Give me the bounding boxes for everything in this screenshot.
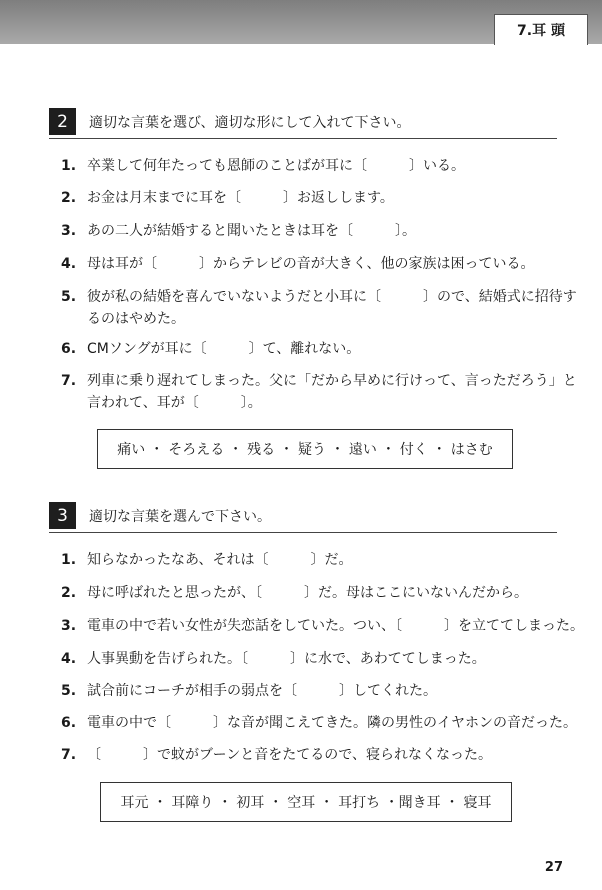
chapter-tab: [494, 14, 588, 45]
question-item: [61, 648, 559, 670]
question-item: [61, 187, 559, 209]
question-item: [61, 155, 559, 177]
question-text: お金は月末までに耳を〔 〕お返しします。: [87, 190, 394, 206]
question-item: [61, 370, 577, 414]
question-item: [61, 286, 577, 330]
question-text: 母に呼ばれたと思ったが、〔 〕だ。母はここにいないんだから。: [87, 585, 528, 601]
question-text: 試合前にコーチが相手の弱点を〔 〕してくれた。: [87, 683, 437, 699]
question-number: 2.: [61, 585, 77, 601]
question-text: 彼が私の結婚を喜んでいないようだと小耳に〔 〕ので、結婚式に招待す: [87, 289, 577, 305]
question-text: 卒業して何年たっても恩師のことばが耳に〔 〕いる。: [87, 158, 465, 174]
question-text: CMソングが耳に〔 〕て、離れない。: [87, 341, 361, 357]
question-text-continued: るのはやめた。: [87, 311, 185, 327]
question-item: [61, 615, 584, 637]
question-item: [61, 220, 559, 242]
question-number: 7.: [61, 747, 77, 763]
question-number: 4.: [61, 256, 77, 272]
question-text-continued: 言われて、耳が〔 〕。: [87, 395, 262, 411]
section-3-instruction: 適切な言葉を選んで下さい。: [89, 509, 271, 525]
question-number: 1.: [61, 158, 77, 174]
word-choice-box: [97, 429, 513, 469]
section-3-header: [49, 502, 557, 533]
question-item: [61, 680, 559, 702]
question-text: 人事異動を告げられた。〔 〕に水で、あわててしまった。: [87, 651, 486, 667]
question-text: 列車に乗り遅れてしまった。父に「だから早めに行けって、言っただろう」と: [87, 373, 577, 389]
word-choices: 耳元 ・ 耳障り ・ 初耳 ・ 空耳 ・ 耳打ち ・聞き耳 ・ 寝耳: [120, 795, 492, 811]
question-item: [61, 338, 559, 360]
question-text: 〔 〕で蚊がブーンと音をたてるので、寝られなくなった。: [87, 747, 493, 763]
question-text: あの二人が結婚すると聞いたときは耳を〔 〕。: [87, 223, 416, 239]
word-choices: 痛い ・ そろえる ・ 残る ・ 疑う ・ 遠い ・ 付く ・ はさむ: [117, 442, 493, 458]
page-number: 27: [544, 860, 563, 875]
chapter-title: 7.耳 頭: [517, 23, 565, 39]
word-choice-box: [100, 782, 512, 822]
section-2-instruction: 適切な言葉を選び、適切な形にして入れて下さい。: [89, 115, 411, 131]
question-item: [61, 712, 577, 734]
question-number: 3.: [61, 618, 77, 634]
question-text: 母は耳が〔 〕からテレビの音が大きく、他の家族は困っている。: [87, 256, 535, 272]
question-number: 7.: [61, 373, 77, 389]
question-number: 5.: [61, 683, 77, 699]
question-text: 電車の中で〔 〕な音が聞こえてきた。隣の男性のイヤホンの音だった。: [87, 715, 577, 731]
section-3-number: 3: [49, 502, 76, 529]
question-number: 1.: [61, 552, 77, 568]
question-number: 4.: [61, 651, 77, 667]
question-text: 電車の中で若い女性が失恋話をしていた。つい、〔 〕を立ててしまった。: [87, 618, 584, 634]
question-number: 5.: [61, 289, 77, 305]
section-2-number: 2: [49, 108, 76, 135]
question-number: 6.: [61, 341, 77, 357]
question-number: 3.: [61, 223, 77, 239]
question-item: [61, 744, 559, 766]
question-text: 知らなかったなあ、それは〔 〕だ。: [87, 552, 353, 568]
question-item: [61, 253, 559, 275]
question-item: [61, 582, 559, 604]
section-2-header: [49, 108, 557, 139]
question-number: 2.: [61, 190, 77, 206]
question-number: 6.: [61, 715, 77, 731]
question-item: [61, 549, 559, 571]
